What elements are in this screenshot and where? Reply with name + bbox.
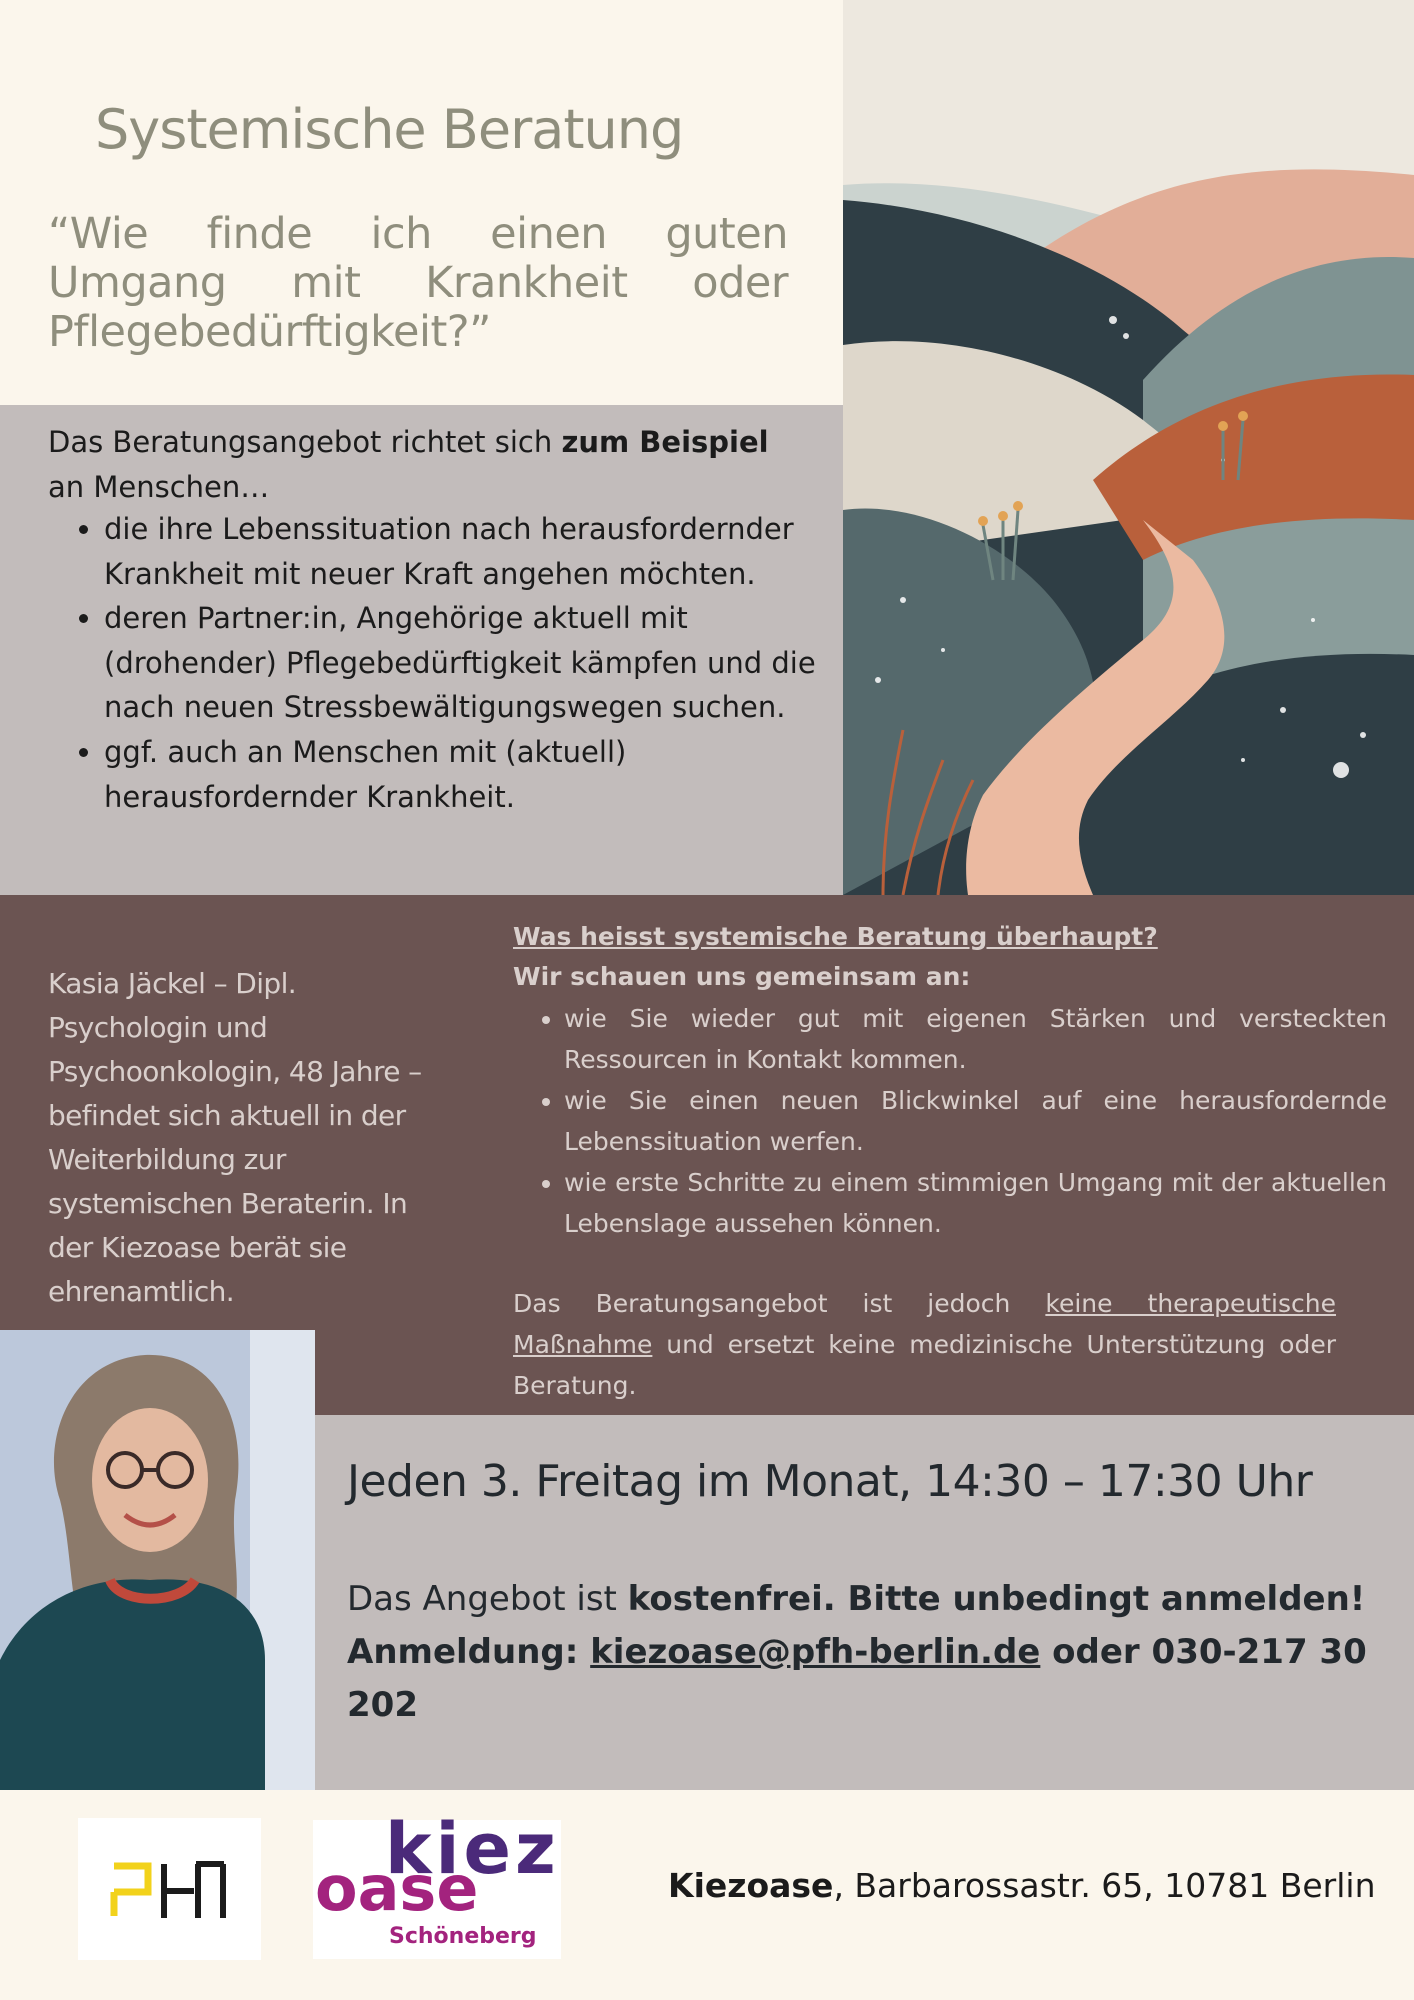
systemic-heading: Was heisst systemische Beratung überhaupt?	[513, 922, 1158, 951]
pfh-logo	[78, 1818, 261, 1960]
signup-label: Anmeldung:	[347, 1632, 591, 1672]
list-item: • wie Sie einen neuen Blickwinkel auf eine herausfordernde Lebenssituation werfen.	[564, 1080, 1387, 1162]
target-list	[48, 507, 864, 819]
logo-oase-word: oase	[315, 1852, 479, 1925]
logo-kiez-word: kiez	[385, 1808, 560, 1890]
list-item: • wie Sie wieder gut mit eigenen Stärken und versteckten Ressourcen in Kontakt kommen.	[564, 998, 1387, 1080]
target-intro-emphasis: zum Beispiel	[561, 425, 769, 459]
logo-place-word: Schöneberg	[389, 1924, 537, 1949]
landscape-illustration	[843, 0, 1414, 895]
disclaimer-emphasis: keine therapeutische Maßnahme	[513, 1289, 1336, 1359]
free-notice: kostenfrei. Bitte unbedingt anmelden!	[627, 1579, 1366, 1619]
address-name: Kiezoase	[668, 1866, 834, 1905]
kiezoase-logo	[313, 1808, 561, 1959]
systemic-subheading: Wir schauen uns gemeinsam an:	[513, 962, 971, 991]
list-item: • die ihre Lebenssituation nach herausfordernder Krankheit mit neuer Kraft angehen möchten.	[104, 507, 864, 596]
target-intro: Das Beratungsangebot richtet sich zum Beispiel an Menschen…	[48, 425, 769, 504]
counselor-bio: Kasia Jäckel – Dipl. Psychologin und Psychoonkologin, 48 Jahre – befindet sich aktuell in der Weiterbildung zur systemischen Beraterin. In der Kiezoase berät sie ehrenamtlich.	[48, 967, 422, 1308]
page-title: Systemische Beratung	[95, 98, 684, 161]
question-heading: “Wie finde ich einen guten Umgang mit Krankheit oder Pflegebedürftigkeit?”	[48, 209, 788, 357]
list-item: • ggf. auch an Menschen mit (aktuell) herausfordernder Krankheit.	[104, 730, 864, 819]
counselor-photo	[0, 1330, 315, 1790]
email-link[interactable]: kiezoase@pfh-berlin.de	[590, 1632, 1041, 1672]
list-item: • wie erste Schritte zu einem stimmigen Umgang mit der aktuellen Lebenslage aussehen können.	[564, 1162, 1387, 1244]
systemic-list	[513, 998, 1387, 1244]
disclaimer-text: Das Beratungsangebot ist jedoch keine therapeutische Maßnahme und ersetzt keine medizinische Unterstützung oder Beratung.	[513, 1289, 1336, 1400]
signup-text: Das Angebot ist kostenfrei. Bitte unbedingt anmelden! Anmeldung: kiezoase@pfh-berlin.de oder 030-217 30 202	[347, 1579, 1367, 1725]
phone-text: oder 030-217 30 202	[347, 1632, 1367, 1725]
schedule-text: Jeden 3. Freitag im Monat, 14:30 – 17:30 Uhr	[347, 1456, 1313, 1507]
list-item: • deren Partner:in, Angehörige aktuell mit (drohender) Pflegebedürftigkeit kämpfen und die nach neuen Stressbewältigungswegen suchen.	[104, 596, 864, 730]
address-text: Kiezoase, Barbarossastr. 65, 10781 Berlin	[668, 1866, 1376, 1905]
